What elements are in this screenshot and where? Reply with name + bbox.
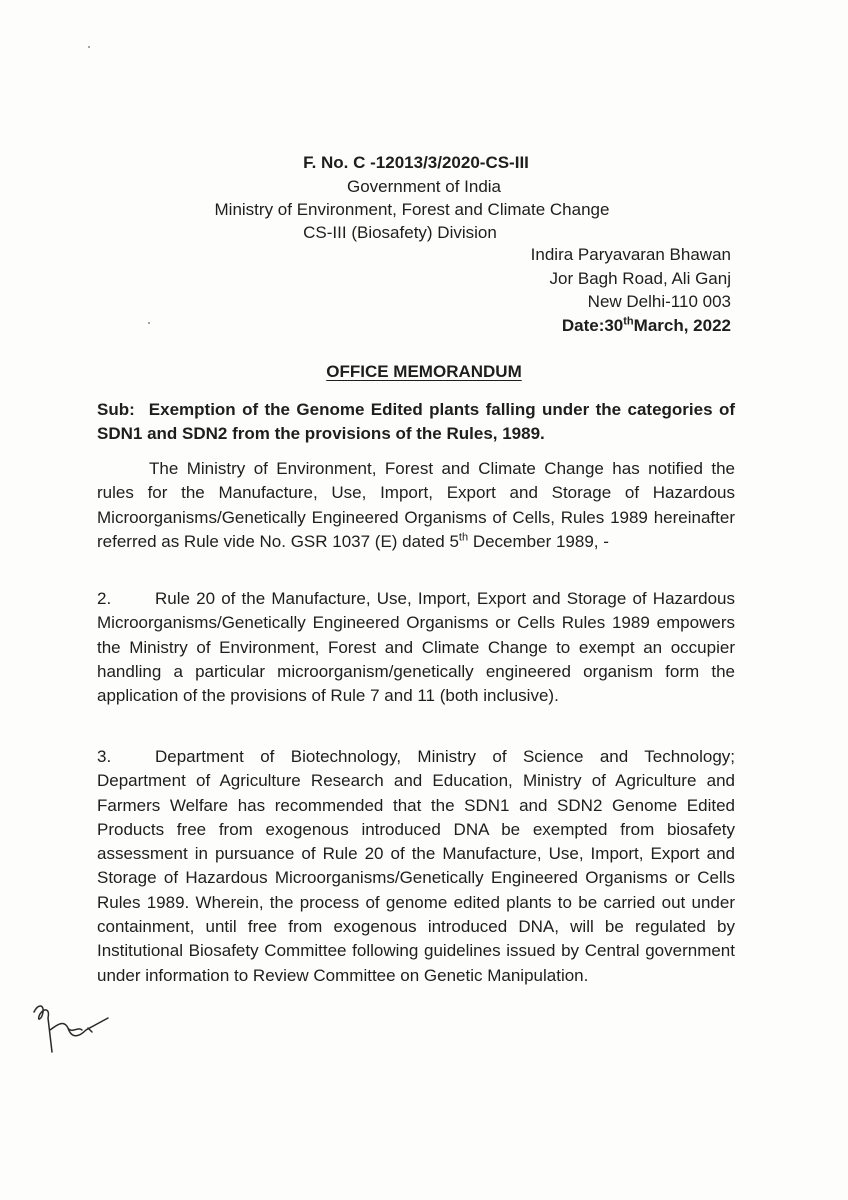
government-heading: Government of India	[346, 177, 502, 196]
file-number: F. No. C -12013/3/2020-CS-III	[303, 153, 529, 172]
paragraph-3-number: 3.	[97, 747, 112, 766]
scan-speck	[88, 46, 90, 48]
address-line-2: Jor Bagh Road, Ali Ganj	[549, 269, 731, 288]
date-suffix: th	[623, 315, 634, 328]
address-line-1: Indira Paryavaran Bhawan	[530, 245, 731, 264]
ministry-heading: Ministry of Environment, Forest and Climate Change	[214, 200, 610, 219]
signature-mark	[28, 1000, 118, 1060]
paragraph-2-number: 2.	[97, 589, 112, 608]
date-label: Date:30	[561, 316, 624, 335]
paragraph-1	[97, 457, 735, 554]
subject-label: Sub:	[97, 400, 135, 419]
paragraph-3-text: Department of Biotechnology, Ministry of Science and Technology; Department of Agriculture Research and Education, Ministry of Agriculture and Farmers Welfare has recommended that the SDN1 and SDN2 Genome Edited Products free from exogenous introduced DNA be exempted from biosafety assessment in pursuance of Rule 20 of the Manufacture, Use, Import, Export and Storage of Hazardous Microorganisms/Genetically Engineered Organisms or Cells Rules 1989. Wherein, the process of genome edited plants to be carried out under containment, until free from exogenous introduced DNA, will be regulated by Institutional Biosafety Committee following guidelines issued by Central government under information to Review Committee on Genetic Manipulation.	[97, 747, 735, 985]
scan-speck	[148, 322, 150, 324]
memo-title: OFFICE MEMORANDUM	[326, 362, 522, 381]
paragraph-3	[97, 745, 735, 988]
division-heading: CS-III (Biosafety) Division	[303, 223, 497, 242]
paragraph-1-text-b: December 1989, -	[468, 531, 609, 551]
subject-line	[97, 398, 735, 447]
paragraph-2-text: Rule 20 of the Manufacture, Use, Import, Export and Storage of Hazardous Microorganisms/Genetically Engineered Organisms or Cells Rules 1989 empowers the Ministry of Environment, Forest and Climate Change to exempt an occupier handling a particular microorganism/genetically engineered organism form the application of the provisions of Rule 7 and 11 (both inclusive).	[97, 589, 735, 706]
paragraph-1-superscript: th	[458, 531, 469, 544]
paragraph-2	[97, 587, 735, 708]
paragraph-1-text-a: The Ministry of Environment, Forest and Climate Change has notified the rules for the Manufacture, Use, Import, Export and Storage of Hazardous Microorganisms/Genetically Engineered Organisms of Cells, Rules 1989 hereinafter referred as Rule vide No. GSR 1037 (E) dated 5	[97, 459, 735, 551]
subject-text: Exemption of the Genome Edited plants falling under the categories of SDN1 and SDN2 from the provisions of the Rules, 1989.	[97, 400, 735, 444]
date-rest: March, 2022	[633, 316, 731, 335]
address-line-3: New Delhi-110 003	[587, 292, 731, 311]
memo-date	[562, 316, 731, 336]
